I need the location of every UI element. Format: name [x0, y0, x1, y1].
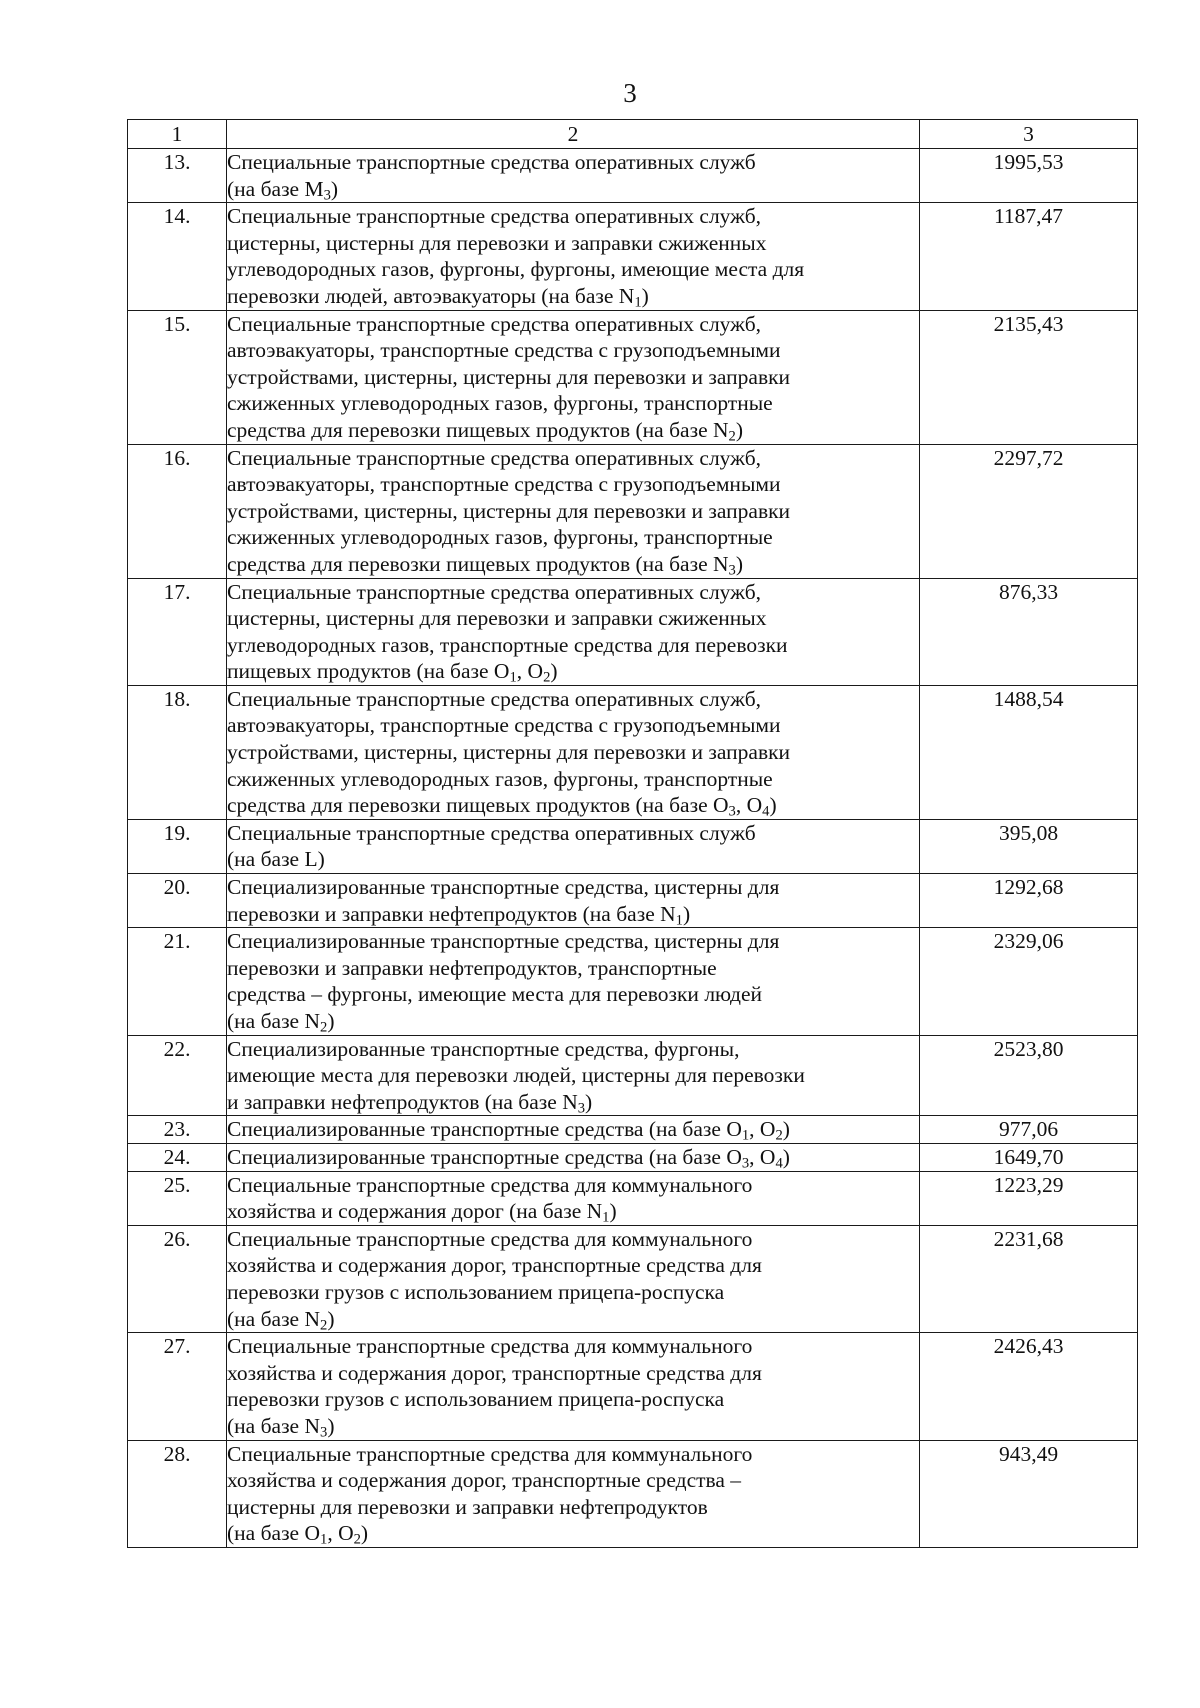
description-line [227, 1467, 919, 1494]
description-line [227, 1360, 919, 1387]
text-segment: , O [749, 1144, 776, 1169]
row-number: 28. [128, 1440, 227, 1547]
text-segment: пищевых продуктов (на базе O [227, 659, 510, 684]
table-row [128, 1333, 1138, 1440]
text-segment: Специализированные транспортные средства, цистерны для [227, 929, 780, 954]
description-line [227, 658, 919, 685]
text-segment: ) [782, 1144, 790, 1169]
table-row [128, 203, 1138, 310]
text-segment: хозяйства и содержания дорог, транспортные средства для [227, 1253, 762, 1278]
column-header-1: 1 [128, 120, 227, 149]
description-line [227, 901, 919, 928]
row-description [227, 685, 920, 819]
text-segment: автоэвакуаторы, транспортные средства с грузоподъемными [227, 472, 781, 497]
description-line [227, 579, 919, 606]
text-segment: средства для перевозки пищевых продуктов (на базе O [227, 793, 729, 818]
text-segment: перевозки грузов с использованием прицепа-роспуска [227, 1279, 725, 1304]
table-row [128, 685, 1138, 819]
text-segment: и заправки нефтепродуктов (на базе N [227, 1089, 578, 1114]
description-line [227, 1494, 919, 1521]
text-segment: ) [360, 1521, 369, 1546]
text-segment: устройствами, цистерны, цистерны для перевозки и заправки [227, 740, 791, 765]
description-line [227, 1172, 919, 1199]
table-row [128, 1440, 1138, 1547]
text-segment: , O [735, 793, 763, 818]
description-line [227, 1089, 919, 1116]
row-value: 876,33 [920, 578, 1138, 685]
row-number: 23. [128, 1116, 227, 1144]
description-line [227, 1062, 919, 1089]
subscript: 2 [320, 1019, 328, 1036]
description-line [227, 955, 919, 982]
text-segment: ) [327, 1306, 335, 1331]
subscript: 1 [741, 1128, 750, 1145]
text-segment: Специализированные транспортные средства, фургоны, [227, 1036, 740, 1061]
text-segment: перевозки и заправки нефтепродуктов, транспортные [227, 955, 717, 980]
table-row [128, 1116, 1138, 1144]
subscript: 3 [728, 803, 736, 820]
header-row [128, 120, 1138, 149]
row-description [227, 444, 920, 578]
text-segment: , O [516, 659, 544, 684]
text-segment: ) [550, 659, 558, 684]
subscript: 3 [320, 1424, 328, 1441]
row-number: 16. [128, 444, 227, 578]
text-segment: Специализированные транспортные средства (на базе O [227, 1144, 742, 1169]
description-line [227, 739, 919, 766]
row-number: 26. [128, 1225, 227, 1332]
text-segment: цистерны для перевозки и заправки нефтепродуктов [227, 1494, 708, 1519]
description-line [227, 1306, 919, 1333]
description-line [227, 820, 919, 847]
row-value: 1995,53 [920, 149, 1138, 203]
row-number: 15. [128, 310, 227, 444]
text-segment: хозяйства и содержания дорог, транспортные средства – [227, 1468, 742, 1493]
text-segment: ) [327, 1413, 335, 1438]
subscript: 1 [602, 1209, 610, 1226]
description-line [227, 1333, 919, 1360]
text-segment: имеющие места для перевозки людей, цистерны для перевозки [227, 1063, 805, 1088]
row-description [227, 819, 920, 873]
text-segment: Специальные транспортные средства для коммунального [227, 1334, 753, 1359]
description-line [227, 311, 919, 338]
subscript: 1 [634, 294, 642, 311]
row-description [227, 1116, 920, 1144]
text-segment: ) [641, 283, 649, 308]
text-segment: Специализированные транспортные средства (на базе O [227, 1117, 742, 1142]
row-description [227, 928, 920, 1035]
text-segment: Специальные транспортные средства оперативных служб, [227, 204, 762, 229]
row-value: 1649,70 [920, 1143, 1138, 1171]
subscript: 3 [741, 1155, 750, 1172]
subscript: 4 [762, 803, 770, 820]
text-segment: (на базе O [227, 1521, 321, 1546]
table-row [128, 444, 1138, 578]
text-segment: ) [682, 901, 691, 926]
text-segment: перевозки грузов с использованием прицепа-роспуска [227, 1387, 725, 1412]
text-segment: Специальные транспортные средства оперативных служб [227, 150, 756, 174]
text-segment: (на базе L) [227, 847, 325, 872]
text-segment: устройствами, цистерны, цистерны для перевозки и заправки [227, 498, 791, 523]
table-row [128, 310, 1138, 444]
description-line [227, 874, 919, 901]
text-segment: Специальные транспортные средства оперативных служб, [227, 579, 762, 604]
description-line [227, 1116, 919, 1143]
row-value: 1223,29 [920, 1171, 1138, 1225]
description-line [227, 551, 919, 578]
row-value: 977,06 [920, 1116, 1138, 1144]
description-line [227, 176, 919, 203]
row-number: 13. [128, 149, 227, 203]
subscript: 2 [320, 1317, 328, 1334]
text-segment: , O [327, 1521, 354, 1546]
row-value: 395,08 [920, 819, 1138, 873]
subscript: 3 [323, 187, 331, 204]
description-line [227, 203, 919, 230]
description-line [227, 928, 919, 955]
text-segment: Специальные транспортные средства оперативных служб, [227, 686, 762, 711]
description-line [227, 1008, 919, 1035]
text-segment: устройствами, цистерны, цистерны для перевозки и заправки [227, 364, 791, 389]
description-line [227, 337, 919, 364]
text-segment: (на базе N [227, 1413, 321, 1438]
description-line [227, 283, 919, 310]
description-line [227, 498, 919, 525]
text-segment: автоэвакуаторы, транспортные средства с грузоподъемными [227, 338, 781, 363]
text-segment: (на базе M [227, 176, 324, 201]
row-description [227, 1225, 920, 1332]
row-description [227, 1035, 920, 1116]
description-line [227, 417, 919, 444]
description-line [227, 256, 919, 283]
row-value: 2426,43 [920, 1333, 1138, 1440]
text-segment: Специальные транспортные средства для коммунального [227, 1172, 753, 1197]
tariff-table [127, 119, 1138, 1548]
table-row [128, 578, 1138, 685]
row-value: 1187,47 [920, 203, 1138, 310]
row-value: 2135,43 [920, 310, 1138, 444]
row-number: 20. [128, 874, 227, 928]
table-row [128, 1143, 1138, 1171]
subscript: 2 [353, 1531, 361, 1548]
row-value: 2523,80 [920, 1035, 1138, 1116]
row-number: 14. [128, 203, 227, 310]
description-line [227, 632, 919, 659]
subscript: 1 [320, 1531, 328, 1548]
row-value: 2329,06 [920, 928, 1138, 1035]
subscript: 2 [728, 428, 736, 445]
row-description [227, 1333, 920, 1440]
text-segment: (на базе N [227, 1306, 321, 1331]
description-line [227, 524, 919, 551]
row-number: 19. [128, 819, 227, 873]
table-row [128, 149, 1138, 203]
subscript: 3 [577, 1100, 586, 1117]
description-line [227, 1520, 919, 1547]
text-segment: средства – фургоны, имеющие места для перевозки людей [227, 982, 763, 1007]
text-segment: ) [609, 1199, 617, 1224]
row-description [227, 578, 920, 685]
text-segment: (на базе N [227, 1009, 321, 1033]
text-segment: Специальные транспортные средства для коммунального [227, 1226, 753, 1251]
row-description [227, 1143, 920, 1171]
text-segment: Специальные транспортные средства оперативных служб [227, 820, 756, 845]
text-segment: хозяйства и содержания дорог, транспортные средства для [227, 1360, 762, 1385]
row-value: 1292,68 [920, 874, 1138, 928]
table-row [128, 1171, 1138, 1225]
row-number: 24. [128, 1143, 227, 1171]
description-line [227, 1252, 919, 1279]
description-line [227, 1226, 919, 1253]
row-description [227, 1440, 920, 1547]
table-row [128, 1225, 1138, 1332]
text-segment: хозяйства и содержания дорог (на базе N [227, 1199, 603, 1224]
text-segment: углеводородных газов, фургоны, фургоны, имеющие места для [227, 257, 805, 282]
description-line [227, 471, 919, 498]
row-number: 25. [128, 1171, 227, 1225]
row-description [227, 149, 920, 203]
text-segment: автоэвакуаторы, транспортные средства с грузоподъемными [227, 713, 781, 738]
page-number: 3 [623, 78, 637, 108]
text-segment: перевозки и заправки нефтепродуктов (на базе N [227, 901, 676, 926]
description-line [227, 712, 919, 739]
text-segment: Специализированные транспортные средства, цистерны для [227, 875, 780, 900]
row-value: 2297,72 [920, 444, 1138, 578]
row-number: 22. [128, 1035, 227, 1116]
text-segment: ) [735, 417, 744, 442]
row-description [227, 874, 920, 928]
text-segment: сжиженных углеводородных газов, фургоны, транспортные [227, 391, 773, 416]
table-row [128, 874, 1138, 928]
text-segment: ) [327, 1009, 335, 1033]
description-line [227, 605, 919, 632]
description-line [227, 364, 919, 391]
text-segment: перевозки людей, автоэвакуаторы (на базе N [227, 283, 635, 308]
row-description [227, 203, 920, 310]
text-segment: сжиженных углеводородных газов, фургоны, транспортные [227, 525, 773, 550]
text-segment: ) [330, 176, 339, 201]
text-segment: цистерны, цистерны для перевозки и заправки сжиженных [227, 230, 767, 255]
table-row [128, 928, 1138, 1035]
table-header [128, 120, 1138, 149]
text-segment: углеводородных газов, транспортные средства для перевозки [227, 632, 788, 657]
text-segment: , O [749, 1117, 776, 1142]
description-line [227, 981, 919, 1008]
subscript: 1 [675, 912, 683, 929]
description-line [227, 1036, 919, 1063]
text-segment: средства для перевозки пищевых продуктов (на базе N [227, 551, 729, 576]
column-header-2: 2 [227, 120, 920, 149]
row-number: 17. [128, 578, 227, 685]
description-line [227, 1198, 919, 1225]
text-segment: Специальные транспортные средства оперативных служб, [227, 445, 762, 470]
subscript: 2 [543, 669, 551, 686]
subscript: 3 [728, 562, 736, 579]
description-line [227, 766, 919, 793]
row-number: 27. [128, 1333, 227, 1440]
subscript: 4 [775, 1155, 783, 1172]
description-line [227, 1413, 919, 1440]
text-segment: Специальные транспортные средства для коммунального [227, 1441, 753, 1466]
table-body [128, 149, 1138, 1548]
column-header-3: 3 [920, 120, 1138, 149]
table-row [128, 819, 1138, 873]
text-segment: Специальные транспортные средства оперативных служб, [227, 311, 762, 336]
description-line [227, 1441, 919, 1468]
row-number: 18. [128, 685, 227, 819]
description-line [227, 792, 919, 819]
description-line [227, 149, 919, 176]
text-segment: ) [585, 1089, 593, 1114]
row-value: 1488,54 [920, 685, 1138, 819]
description-line [227, 1144, 919, 1171]
text-segment: ) [769, 793, 777, 818]
row-description [227, 310, 920, 444]
description-line [227, 230, 919, 257]
text-segment: средства для перевозки пищевых продуктов (на базе N [227, 417, 729, 442]
description-line [227, 686, 919, 713]
text-segment: ) [735, 551, 744, 576]
text-segment: цистерны, цистерны для перевозки и заправки сжиженных [227, 606, 767, 631]
row-value: 2231,68 [920, 1225, 1138, 1332]
description-line [227, 445, 919, 472]
text-segment: ) [782, 1117, 790, 1142]
subscript: 1 [509, 669, 517, 686]
description-line [227, 1279, 919, 1306]
row-description [227, 1171, 920, 1225]
row-number: 21. [128, 928, 227, 1035]
description-line [227, 1386, 919, 1413]
subscript: 2 [775, 1128, 783, 1145]
description-line [227, 846, 919, 873]
table-row [128, 1035, 1138, 1116]
row-value: 943,49 [920, 1440, 1138, 1547]
text-segment: сжиженных углеводородных газов, фургоны, транспортные [227, 766, 773, 791]
description-line [227, 390, 919, 417]
